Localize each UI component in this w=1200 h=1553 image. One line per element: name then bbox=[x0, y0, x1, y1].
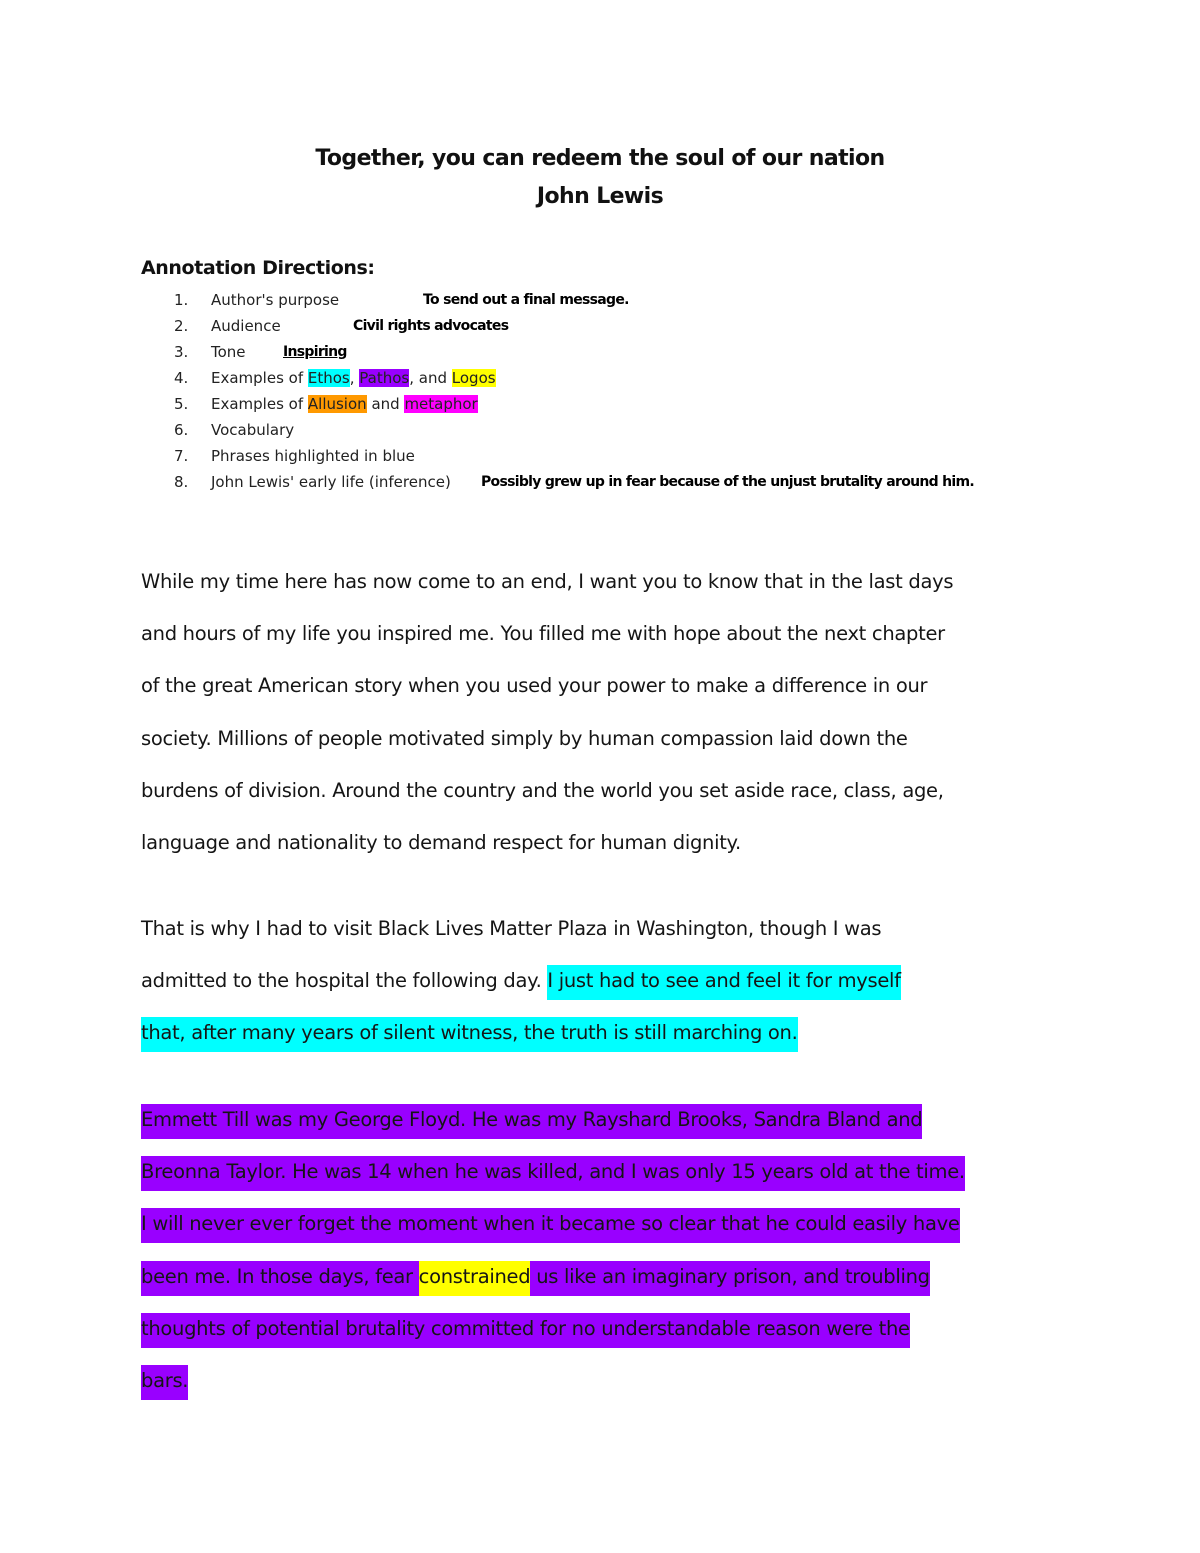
pathos-highlight: bars. bbox=[141, 1365, 188, 1400]
pathos-highlight: Breonna Taylor. He was 14 when he was killed, and I was only 15 years old at the time. bbox=[141, 1156, 965, 1191]
text-line bbox=[141, 1355, 1071, 1407]
separator: , bbox=[349, 369, 360, 387]
ethos-highlight: Ethos bbox=[307, 369, 350, 387]
blue-phrase-highlight: that, after many years of silent witness, the truth is still marching on. bbox=[141, 1017, 798, 1052]
direction-label bbox=[211, 366, 496, 390]
text-line bbox=[141, 660, 1071, 712]
document-title: Together, you can redeem the soul of our nation bbox=[315, 146, 885, 171]
text-line bbox=[141, 765, 1071, 817]
direction-label: John Lewis' early life (inference) bbox=[211, 473, 451, 491]
direction-label: Vocabulary bbox=[211, 421, 295, 439]
direction-label: Phrases highlighted in blue bbox=[211, 447, 415, 465]
paragraph-1 bbox=[141, 556, 1071, 869]
direction-label: Author's purpose bbox=[211, 291, 340, 309]
direction-label bbox=[211, 392, 478, 416]
list-item bbox=[0, 340, 1200, 364]
text-line bbox=[141, 713, 1071, 765]
metaphor-highlight: metaphor bbox=[404, 395, 478, 413]
separator: , and bbox=[409, 369, 452, 387]
directions-heading: Annotation Directions: bbox=[141, 257, 375, 279]
direction-answer: Inspiring bbox=[283, 344, 347, 360]
text-line bbox=[141, 1094, 1071, 1146]
list-number: 5. bbox=[174, 395, 189, 413]
blue-phrase-highlight: I just had to see and feel it for myself bbox=[547, 965, 900, 1000]
text-line bbox=[141, 608, 1071, 660]
list-item bbox=[0, 470, 1200, 494]
text-line bbox=[141, 1303, 1071, 1355]
text-line bbox=[141, 903, 1071, 955]
text-run: of the great American story when you used your power to make a difference in our bbox=[141, 674, 928, 698]
direction-label: Audience bbox=[211, 317, 281, 335]
list-number: 2. bbox=[174, 317, 189, 335]
logos-highlight: Logos bbox=[451, 369, 496, 387]
text-run: language and nationality to demand respect for human dignity. bbox=[141, 830, 741, 854]
text-line bbox=[141, 1146, 1071, 1198]
text-run: and hours of my life you inspired me. You filled me with hope about the next chapter bbox=[141, 622, 945, 646]
pathos-highlight: been me. In those days, fear bbox=[141, 1261, 419, 1296]
direction-answer: To send out a final message. bbox=[423, 292, 629, 308]
text-line bbox=[141, 817, 1071, 869]
direction-prefix: Examples of bbox=[211, 369, 308, 387]
text-line bbox=[141, 1198, 1071, 1250]
list-number: 6. bbox=[174, 421, 189, 439]
text-line bbox=[141, 955, 1071, 1007]
pathos-highlight: us like an imaginary prison, and troubling bbox=[530, 1261, 929, 1296]
text-run: While my time here has now come to an end, I want you to know that in the last days bbox=[141, 570, 954, 593]
paragraph-2 bbox=[141, 903, 1071, 1060]
text-line bbox=[141, 1007, 1071, 1059]
list-number: 7. bbox=[174, 447, 189, 465]
list-item bbox=[0, 418, 1200, 442]
list-item bbox=[0, 314, 1200, 338]
direction-label: Tone bbox=[211, 343, 246, 361]
allusion-highlight: Allusion bbox=[307, 395, 367, 413]
pathos-highlight: thoughts of potential brutality committed for no understandable reason were the bbox=[141, 1313, 910, 1348]
text-run: That is why I had to visit Black Lives Matter Plaza in Washington, though I was bbox=[141, 917, 882, 940]
vocabulary-highlight: constrained bbox=[419, 1261, 531, 1296]
paragraph-3 bbox=[141, 1094, 1071, 1407]
text-line bbox=[141, 556, 1071, 608]
pathos-highlight: Emmett Till was my George Floyd. He was my Rayshard Brooks, Sandra Bland and bbox=[141, 1104, 922, 1139]
pathos-highlight: Pathos bbox=[359, 369, 410, 387]
text-run: society. Millions of people motivated simply by human compassion laid down the bbox=[141, 726, 908, 750]
text-line bbox=[141, 1251, 1071, 1303]
pathos-highlight: I will never ever forget the moment when it became so clear that he could easily have bbox=[141, 1208, 960, 1243]
list-item bbox=[0, 366, 1200, 390]
document-author: John Lewis bbox=[536, 184, 664, 209]
list-number: 1. bbox=[174, 291, 189, 309]
direction-answer: Civil rights advocates bbox=[353, 318, 509, 334]
direction-answer: Possibly grew up in fear because of the unjust brutality around him. bbox=[481, 474, 975, 490]
list-number: 8. bbox=[174, 473, 189, 491]
text-run: admitted to the hospital the following day. bbox=[141, 969, 548, 993]
list-number: 3. bbox=[174, 343, 189, 361]
list-item bbox=[0, 288, 1200, 312]
list-number: 4. bbox=[174, 369, 189, 387]
list-item bbox=[0, 392, 1200, 416]
direction-prefix: Examples of bbox=[211, 395, 308, 413]
text-run: burdens of division. Around the country and the world you set aside race, class, age, bbox=[141, 778, 944, 802]
separator: and bbox=[366, 395, 405, 413]
list-item bbox=[0, 444, 1200, 468]
